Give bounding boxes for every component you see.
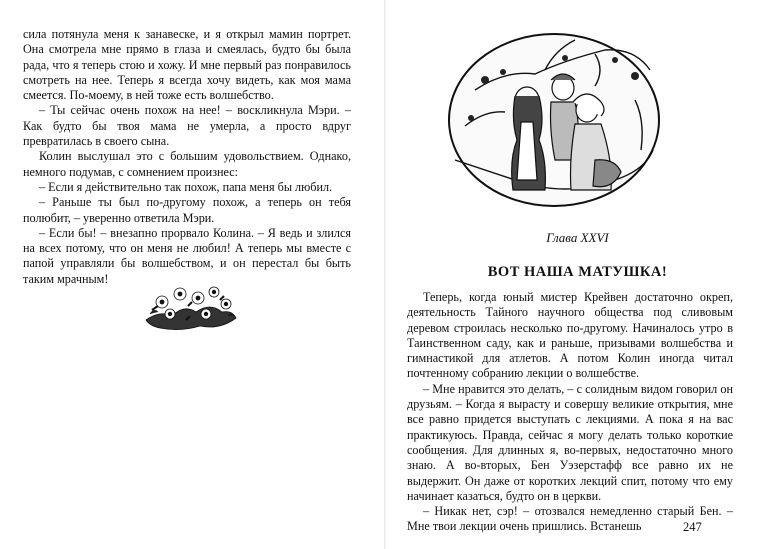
paragraph: – Ты сейчас очень похож на нее! – воскликнула Мэри. – Как будто бы твоя мама не умерла, а просто вдруг превратилась в своего сына.	[23, 103, 351, 149]
paragraph: – Никак нет, сэр! – отозвался немедленно старый Бен. – Мне твои лекции очень пришлись. Встанешь	[407, 504, 733, 534]
paragraph: – Если бы! – внезапно прорвало Колина. – Я ведь и злился на всех потому, что он меня не любил! А теперь мы вместе с папой управляли бы волшебством, и он перестал бы быть таким мрачным!	[23, 225, 351, 286]
right-page-text	[407, 290, 733, 535]
paragraph: – Раньше ты был по-другому похож, а теперь он тебя полюбит, – уверенно ответила Мэри.	[23, 195, 351, 225]
chapter-title: ВОТ НАША МАТУШКА!	[487, 264, 668, 280]
page-number: 247	[683, 520, 702, 534]
left-page-text	[23, 27, 351, 287]
children-in-garden-illustration	[445, 30, 663, 210]
flower-ornament-icon	[140, 280, 240, 334]
paragraph: Теперь, когда юный мистер Крейвен достаточно окреп, деятельность Тайного научного общества под сливовым деревом строилась несколько по-другому. Начиналось утро в Таинственном саду, как и раньше, призывами волшебства и гимнастикой для атлетов. А потом Колин иногда читал почтенному собранию лекции о волшебстве.	[407, 290, 733, 381]
chapter-label: Глава XXVI	[546, 230, 609, 245]
right-page	[385, 0, 770, 549]
paragraph: – Мне нравится это делать, – с солидным видом говорил он друзьям. – Когда я вырасту и совершу великие открытия, мне все равно придется выступать с лекциями. А пока я на вас практикуюсь. Правда, сейчас я могу делать только короткие сообщения. Для длинных я, во-первых, недостаточно много знаю. А во-вторых, Бен Уэзерстафф все равно их не выдержит. Он даже от коротких лекций спит, потому что ему начинает казаться, будто он в церкви.	[407, 381, 733, 503]
paragraph: сила потянула меня к занавеске, и я открыл мамин портрет. Она смотрела мне прямо в глаза и смеялась, будто бы была рада, что я теперь стою и хожу. И мне первый раз понравилось смотреть на нее. Теперь я всегда хочу видеть, как моя мама смеется. По-моему, в ней тоже есть волшебство.	[23, 27, 351, 103]
paragraph: Колин выслушал это с большим удовольствием. Однако, немного подумав, с сомнением произнес:	[23, 149, 351, 179]
paragraph: – Если я действительно так похож, папа меня бы любил.	[39, 179, 333, 194]
